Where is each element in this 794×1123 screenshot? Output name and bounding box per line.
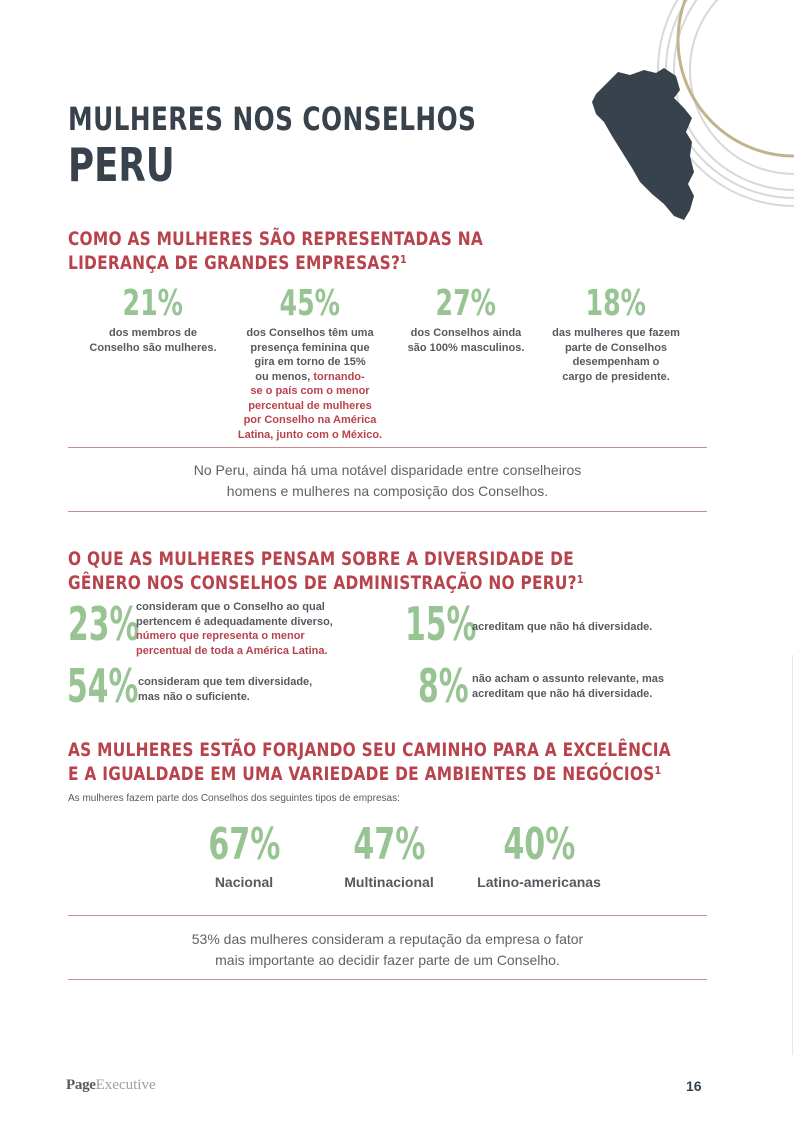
stat-value-54: 54% bbox=[67, 659, 139, 713]
stat-card-latino-americanas bbox=[464, 819, 614, 890]
page-number: 16 bbox=[686, 1078, 702, 1094]
divider bbox=[68, 979, 707, 980]
section2-heading bbox=[68, 547, 584, 595]
divider bbox=[68, 511, 707, 512]
section3-heading-line2: E A IGUALDADE EM UMA VARIEDADE DE AMBIENTES DE NEGÓCIOS¹ bbox=[68, 763, 662, 785]
stat-value: 67% bbox=[207, 819, 281, 870]
section3-intro: As mulheres fazem parte dos Conselhos dos seguintes tipos de empresas: bbox=[68, 793, 400, 804]
stat-description-23: consideram que o Conselho ao qual pertencem é adequadamente diverso, número que representa o menor percentual de toda a América Latina. bbox=[136, 601, 333, 657]
stat-value-23: 23% bbox=[68, 597, 140, 651]
page-title: MULHERES NOS CONSELHOS bbox=[68, 100, 477, 138]
section3-heading-line1: AS MULHERES ESTÃO FORJANDO SEU CAMINHO PARA A EXCELÊNCIA bbox=[68, 739, 671, 761]
stat-description: dos Conselhos ainda são 100% masculinos. bbox=[407, 327, 525, 354]
stat-description-54: consideram que tem diversidade, mas não o suficiente. bbox=[138, 676, 313, 703]
stat-value: 40% bbox=[502, 819, 576, 870]
decorative-rings-and-map bbox=[560, 0, 794, 230]
stat-description-15: acreditam que não há diversidade. bbox=[472, 621, 653, 633]
stat-value: 47% bbox=[352, 819, 426, 870]
page-subtitle-country: PERU bbox=[68, 138, 175, 192]
stat-value-8: 8% bbox=[418, 659, 469, 713]
section1-heading-line1: COMO AS MULHERES SÃO REPRESENTADAS NA bbox=[68, 228, 484, 250]
section2-heading-line1: O QUE AS MULHERES PENSAM SOBRE A DIVERSIDADE DE bbox=[68, 548, 575, 570]
stat-value: 21% bbox=[122, 283, 184, 324]
section2-heading-line2: GÊNERO NOS CONSELHOS DE ADMINISTRAÇÃO NO PERU?¹ bbox=[68, 572, 584, 594]
stat-label: Multinacional bbox=[344, 874, 434, 890]
stat-description-8: não acham o assunto relevante, mas acreditam que não há diversidade. bbox=[472, 673, 664, 700]
stat-card-multinacional bbox=[314, 819, 464, 890]
stat-label: Nacional bbox=[214, 874, 274, 890]
stat-card-presidents bbox=[536, 284, 696, 384]
stat-description: dos Conselhos têm uma presença feminina que gira em torno de 15% ou menos, tornando- se o país com o menor percentual de mulheres por Conselho na América Latina, junto com o México. bbox=[237, 327, 383, 441]
divider bbox=[68, 915, 707, 916]
section3-note: 53% das mulheres consideram a reputação da empresa o fator mais importante ao decidir fazer parte de um Conselho. bbox=[191, 931, 584, 968]
stat-description: das mulheres que fazem parte de Conselhos desempenham o cargo de presidente. bbox=[552, 327, 680, 383]
stat-value: 45% bbox=[279, 283, 341, 324]
stat-value: 27% bbox=[435, 283, 497, 324]
peru-map-icon bbox=[592, 68, 694, 220]
stat-value-15: 15% bbox=[405, 597, 477, 651]
divider bbox=[68, 447, 707, 448]
section1-heading-line2: LIDERANÇA DE GRANDES EMPRESAS?¹ bbox=[68, 252, 408, 274]
stat-card-members bbox=[73, 284, 233, 355]
stat-card-male-boards bbox=[386, 284, 546, 355]
edge-line bbox=[792, 655, 793, 1055]
section1-note: No Peru, ainda há uma notável disparidade entre conselheiros homens e mulheres na composição dos Conselhos. bbox=[193, 462, 582, 499]
stat-value: 18% bbox=[585, 283, 647, 324]
stat-label: Latino-americanas bbox=[477, 874, 601, 890]
stat-description: dos membros de Conselho são mulheres. bbox=[89, 327, 217, 354]
stat-card-boards-15pct bbox=[230, 284, 390, 442]
stat-card-nacional bbox=[169, 819, 319, 890]
page-executive-logo: PageExecutive bbox=[66, 1077, 156, 1093]
section3-heading bbox=[68, 738, 671, 786]
section1-heading bbox=[68, 227, 483, 275]
